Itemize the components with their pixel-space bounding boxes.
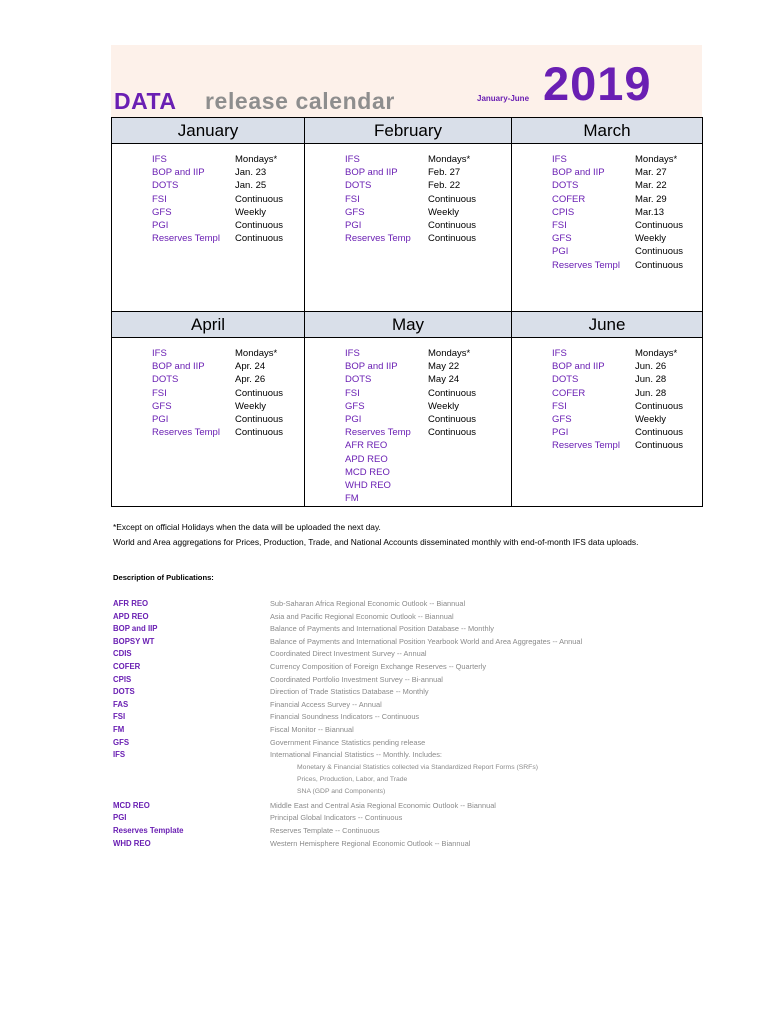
month-cell (112, 118, 305, 312)
release-date: Weekly (428, 400, 459, 412)
publication-description: Financial Soundness Indicators -- Continuous (270, 712, 420, 722)
month-cell (112, 312, 305, 506)
release-date: Mondays* (635, 154, 678, 165)
release-row (345, 479, 511, 492)
publication-code: CDIS (113, 649, 132, 659)
release-row (152, 347, 304, 360)
month-cell (305, 312, 512, 506)
release-row (552, 373, 702, 386)
calendar-grid (111, 117, 703, 507)
release-code: FM (345, 493, 359, 505)
release-row (552, 439, 702, 452)
release-date: Continuous (635, 440, 684, 452)
release-date: Feb. 22 (428, 180, 461, 192)
release-row (552, 413, 702, 426)
publication-description: Principal Global Indicators -- Continuous (270, 813, 403, 823)
release-row (345, 413, 511, 426)
publication-description: Reserves Template -- Continuous (270, 825, 380, 835)
release-code: BOP and IIP (345, 167, 398, 179)
release-code: IFS (152, 348, 167, 359)
release-date: Apr. 26 (235, 374, 266, 386)
publication-code: Reserves Template (113, 825, 184, 835)
release-code: IFS (552, 348, 567, 359)
release-row (152, 373, 304, 386)
month-header: January (112, 118, 304, 144)
release-row (345, 232, 511, 245)
month-header: February (305, 118, 511, 144)
month-cell (512, 312, 702, 506)
publication-item (113, 737, 673, 750)
release-date: May 22 (428, 361, 460, 373)
release-row (345, 426, 511, 439)
release-code: Reserves Templ (152, 233, 220, 245)
release-date: Continuous (428, 193, 477, 205)
footnote: *Except on official Holidays when the data will be uploaded the next day. (113, 522, 381, 532)
month-header: April (112, 312, 304, 338)
publication-code: BOPSY WT (113, 636, 155, 646)
release-code: Reserves Templ (552, 259, 620, 271)
release-code: APD REO (345, 453, 388, 465)
release-row (345, 453, 511, 466)
release-code: DOTS (345, 180, 372, 192)
description-title: Description of Publications: (113, 573, 214, 582)
release-date: Continuous (635, 400, 684, 412)
release-code: IFS (345, 348, 360, 359)
release-date: Mondays* (428, 348, 471, 359)
release-code: FSI (552, 219, 567, 231)
release-date: May 24 (428, 374, 460, 386)
release-row (552, 259, 702, 272)
release-date: Apr. 24 (235, 361, 266, 373)
release-code: AFR REO (345, 440, 388, 452)
release-date: Weekly (235, 400, 266, 412)
release-date: Continuous (428, 219, 477, 231)
release-row (345, 360, 511, 373)
ifs-includes (113, 762, 673, 800)
release-code: FSI (345, 387, 360, 399)
publication-description: Sub-Saharan Africa Regional Economic Outlook -- Biannual (270, 599, 466, 608)
release-code: GFS (345, 400, 365, 412)
publication-item (113, 699, 673, 712)
publication-description: Direction of Trade Statistics Database -- Monthly (270, 687, 429, 697)
release-row (152, 400, 304, 413)
release-row (345, 193, 511, 206)
publication-item (113, 611, 673, 624)
publication-item (113, 686, 673, 699)
publication-code: APD REO (113, 611, 149, 621)
release-code: COFER (552, 387, 586, 399)
release-date: Mar. 29 (635, 193, 667, 205)
release-date: Continuous (635, 246, 684, 258)
release-date: Continuous (235, 219, 284, 231)
publication-item (113, 825, 673, 838)
release-code: CPIS (552, 206, 575, 218)
release-row (345, 206, 511, 219)
release-date: Weekly (428, 206, 459, 218)
publication-code: GFS (113, 737, 130, 747)
release-row (152, 219, 304, 232)
publication-item (113, 636, 673, 649)
release-row (552, 245, 702, 258)
release-code: Reserves Temp (345, 233, 411, 245)
release-code: GFS (152, 400, 172, 412)
release-row (345, 219, 511, 232)
release-date: Jun. 28 (635, 374, 667, 386)
month-header: March (512, 118, 702, 144)
publication-code: COFER (113, 661, 141, 671)
release-code: PGI (345, 413, 362, 425)
publication-description: International Financial Statistics -- Monthly. Includes: (270, 750, 442, 760)
release-code: GFS (152, 206, 172, 218)
publication-item (113, 648, 673, 661)
release-code: BOP and IIP (552, 167, 605, 179)
release-date: Continuous (428, 233, 477, 245)
release-date: Continuous (428, 413, 477, 425)
publication-item (113, 749, 673, 762)
release-row (345, 166, 511, 179)
release-list (345, 347, 511, 505)
release-date: Continuous (235, 193, 284, 205)
release-row (552, 426, 702, 439)
release-date: Mar. 27 (635, 167, 667, 179)
release-code: IFS (345, 154, 360, 165)
release-row (552, 153, 702, 166)
release-code: DOTS (345, 374, 372, 386)
release-date: Jan. 25 (235, 180, 267, 192)
release-date: Weekly (635, 413, 666, 425)
publication-item (113, 711, 673, 724)
ifs-include-item: Prices, Production, Labor, and Trade (297, 775, 408, 783)
release-list (552, 153, 702, 272)
release-date: Continuous (235, 427, 284, 439)
ifs-include-item: SNA (GDP and Components) (297, 787, 386, 795)
publication-code: BOP and IIP (113, 624, 158, 634)
publication-description: Coordinated Portfolio Investment Survey -- Bi-annual (270, 674, 443, 684)
release-code: BOP and IIP (152, 361, 205, 373)
year: 2019 (543, 57, 652, 110)
release-row (552, 193, 702, 206)
release-list (152, 153, 304, 245)
publication-description: Asia and Pacific Regional Economic Outlook -- Biannual (270, 611, 454, 621)
publication-item (113, 838, 673, 851)
publication-description: Balance of Payments and International Position Yearbook World and Area Aggregates -- Annual (270, 636, 583, 646)
release-row (345, 400, 511, 413)
release-code: COFER (552, 193, 586, 205)
release-date: Continuous (235, 233, 284, 245)
release-date: Mar. 22 (635, 180, 667, 192)
release-code: GFS (552, 233, 572, 245)
publication-description: Western Hemisphere Regional Economic Outlook -- Biannual (270, 838, 471, 848)
release-row (152, 413, 304, 426)
release-code: FSI (345, 193, 360, 205)
publication-item (113, 661, 673, 674)
publication-item (113, 812, 673, 825)
release-code: PGI (552, 246, 569, 258)
publication-code: IFS (113, 750, 126, 760)
release-row (152, 153, 304, 166)
release-row (552, 166, 702, 179)
release-row (552, 232, 702, 245)
release-date: Continuous (635, 259, 684, 271)
release-row (345, 153, 511, 166)
footnote: World and Area aggregations for Prices, Production, Trade, and National Accounts disseminated monthly with end-of-month IFS data uploads. (113, 536, 639, 547)
release-list (345, 153, 511, 245)
release-row (552, 360, 702, 373)
publication-description: Balance of Payments and International Position Database -- Monthly (270, 624, 494, 634)
release-list (152, 347, 304, 439)
release-row (345, 347, 511, 360)
publication-code: AFR REO (113, 599, 149, 608)
publication-code: FSI (113, 712, 126, 722)
release-code: WHD REO (345, 479, 391, 491)
release-row (152, 426, 304, 439)
publication-description: Government Finance Statistics pending release (270, 737, 426, 747)
release-row (345, 439, 511, 452)
release-row (552, 206, 702, 219)
release-code: Reserves Templ (552, 440, 620, 452)
release-date: Mondays* (635, 348, 678, 359)
release-row (345, 492, 511, 505)
calendar-header (111, 45, 702, 117)
publication-item (113, 674, 673, 687)
release-code: FSI (152, 387, 167, 399)
publication-code: CPIS (113, 674, 132, 684)
release-date: Jun. 28 (635, 387, 667, 399)
release-code: PGI (152, 413, 169, 425)
release-code: PGI (345, 219, 362, 231)
release-code: FSI (152, 193, 167, 205)
publication-code: FM (113, 724, 125, 734)
release-code: PGI (552, 427, 569, 439)
publication-description: Fiscal Monitor -- Biannual (270, 724, 354, 734)
release-code: GFS (552, 413, 572, 425)
release-code: Reserves Temp (345, 427, 411, 439)
release-code: MCD REO (345, 466, 390, 478)
release-code: IFS (152, 154, 167, 165)
release-date: Mondays* (235, 154, 278, 165)
release-row (152, 232, 304, 245)
release-code: DOTS (152, 180, 179, 192)
release-code: BOP and IIP (552, 361, 605, 373)
release-date: Continuous (428, 387, 477, 399)
release-date: Continuous (235, 413, 284, 425)
publication-item (113, 724, 673, 737)
release-date: Mondays* (235, 348, 278, 359)
date-range: January-June (477, 94, 530, 103)
release-row (552, 387, 702, 400)
publication-descriptions (113, 598, 673, 850)
release-code: DOTS (152, 374, 179, 386)
release-row (552, 400, 702, 413)
release-date: Jun. 26 (635, 361, 667, 373)
release-row (152, 387, 304, 400)
release-row (552, 179, 702, 192)
release-date: Jan. 23 (235, 167, 267, 179)
footnotes (113, 520, 638, 549)
release-date: Continuous (635, 219, 684, 231)
title-release-calendar: release calendar (205, 88, 395, 114)
publication-item (113, 598, 673, 611)
release-row (345, 373, 511, 386)
release-date: Mondays* (428, 154, 471, 165)
release-date: Continuous (428, 427, 477, 439)
release-row (152, 206, 304, 219)
release-row (552, 219, 702, 232)
release-code: BOP and IIP (345, 361, 398, 373)
ifs-include-item: Monetary & Financial Statistics collected via Standardized Report Forms (SRFs) (297, 763, 539, 771)
release-code: Reserves Templ (152, 427, 220, 439)
title-data: DATA (114, 88, 177, 114)
release-row (345, 466, 511, 479)
publication-code: DOTS (113, 687, 135, 697)
release-code: DOTS (552, 374, 579, 386)
release-row (152, 166, 304, 179)
release-date: Weekly (235, 206, 266, 218)
release-list (552, 347, 702, 453)
publication-code: PGI (113, 813, 127, 823)
release-date: Feb. 27 (428, 167, 461, 179)
release-date: Continuous (635, 427, 684, 439)
publication-item (113, 800, 673, 813)
publication-code: WHD REO (113, 838, 151, 848)
month-header: May (305, 312, 511, 338)
release-code: GFS (345, 206, 365, 218)
publication-code: FAS (113, 699, 129, 709)
release-row (152, 360, 304, 373)
month-cell (512, 118, 702, 312)
release-row (345, 179, 511, 192)
publication-description: Financial Access Survey -- Annual (270, 699, 382, 709)
month-header: June (512, 312, 702, 338)
month-cell (305, 118, 512, 312)
release-code: IFS (552, 154, 567, 165)
release-code: BOP and IIP (152, 167, 205, 179)
release-date: Weekly (635, 233, 666, 245)
release-date: Continuous (235, 387, 284, 399)
release-code: DOTS (552, 180, 579, 192)
release-row (552, 347, 702, 360)
publication-item (113, 623, 673, 636)
publication-code: MCD REO (113, 800, 150, 810)
release-row (152, 179, 304, 192)
publication-description: Coordinated Direct Investment Survey -- Annual (270, 649, 427, 659)
release-code: FSI (552, 400, 567, 412)
release-date: Mar.13 (635, 206, 665, 218)
publication-description: Middle East and Central Asia Regional Economic Outlook -- Biannual (270, 800, 496, 810)
publication-description: Currency Composition of Foreign Exchange Reserves -- Quarterly (270, 661, 487, 671)
release-row (345, 387, 511, 400)
release-row (152, 193, 304, 206)
release-code: PGI (152, 219, 169, 231)
